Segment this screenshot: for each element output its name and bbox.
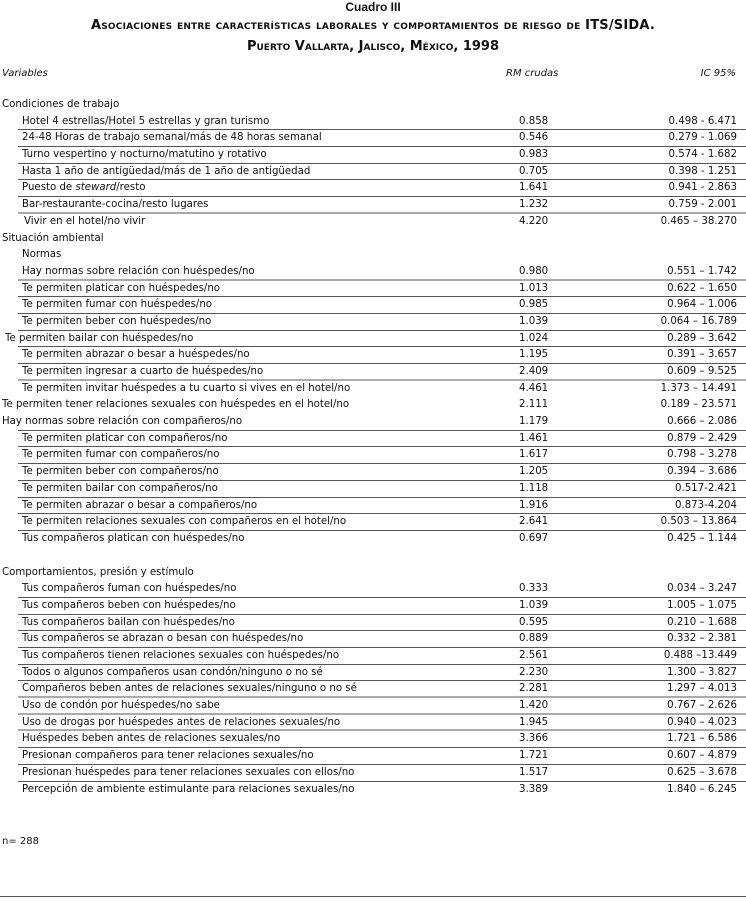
row-label: Te permiten bailar con huéspedes/no bbox=[5, 332, 194, 344]
rm-value: 2.561 bbox=[519, 650, 549, 661]
rm-value: 1.179 bbox=[519, 416, 549, 428]
row-label: Te permiten fumar con compañeros/no bbox=[22, 449, 220, 461]
row-label: Percepción de ambiente estimulante para relaciones sexuales/no bbox=[22, 783, 355, 795]
table-row bbox=[0, 114, 746, 131]
italic-term: steward bbox=[75, 182, 117, 194]
rm-value: 1.024 bbox=[519, 332, 549, 344]
table-number: Cuadro III bbox=[345, 0, 401, 14]
ci-value: 0.879 – 2.429 bbox=[667, 432, 737, 444]
table-row bbox=[0, 397, 746, 414]
table-row bbox=[0, 565, 746, 582]
rm-value: 1.420 bbox=[519, 700, 549, 712]
ci-value: 1.840 – 6.245 bbox=[667, 783, 737, 795]
row-label: Huéspedes beben antes de relaciones sexuales/no bbox=[22, 733, 281, 745]
rm-value: 1.641 bbox=[519, 182, 549, 194]
rm-value: 1.945 bbox=[519, 716, 549, 728]
rm-value: 0.983 bbox=[519, 149, 549, 161]
row-label: Hay normas sobre relación con huéspedes/no bbox=[22, 265, 255, 277]
ci-value: 0.279 - 1.069 bbox=[668, 132, 737, 144]
row-group-2 bbox=[0, 565, 746, 799]
table-row bbox=[0, 498, 746, 515]
ci-value: 0.064 – 16.789 bbox=[660, 315, 737, 327]
row-label: Tus compañeros tienen relaciones sexuales con huéspedes/no bbox=[22, 650, 340, 661]
ci-value: 0.210 – 1.688 bbox=[667, 616, 737, 628]
table-row bbox=[0, 748, 746, 765]
ci-value: 0.425 – 1.144 bbox=[667, 532, 737, 544]
table-row bbox=[0, 514, 746, 531]
table-row bbox=[0, 347, 746, 364]
table-subtitle: Puerto Vallarta, Jalisco, México, 1998 bbox=[246, 39, 500, 54]
table-row bbox=[0, 615, 746, 632]
row-label: Te permiten abrazar o besar a huéspedes/no bbox=[22, 349, 250, 361]
rm-value: 0.705 bbox=[519, 165, 549, 177]
row-label: Todos o algunos compañeros usan condón/ninguno o no sé bbox=[22, 666, 323, 678]
table-row bbox=[0, 231, 746, 248]
ci-value: 0.289 – 3.642 bbox=[667, 332, 737, 344]
ci-value: 0.503 – 13.864 bbox=[660, 516, 737, 528]
ci-value: 1.300 – 3.827 bbox=[667, 666, 737, 678]
row-label: Te permiten platicar con huéspedes/no bbox=[22, 282, 221, 294]
row-label: Tus compañeros se abrazan o besan con huéspedes/no bbox=[22, 633, 304, 645]
ci-value: 0.940 – 4.023 bbox=[667, 716, 737, 728]
table-row bbox=[0, 97, 746, 114]
table-row bbox=[0, 481, 746, 498]
ci-value: 0.398 - 1.251 bbox=[668, 165, 737, 177]
rm-value: 2.281 bbox=[519, 683, 549, 695]
row-label: Te permiten bailar con compañeros/no bbox=[22, 482, 218, 494]
column-header-ic: IC 95% bbox=[700, 68, 736, 79]
row-label: Tus compañeros beben con huéspedes/no bbox=[22, 599, 236, 611]
table-row bbox=[0, 314, 746, 331]
row-label: Condiciones de trabajo bbox=[2, 99, 120, 110]
rm-value: 2.409 bbox=[519, 366, 549, 377]
table-row bbox=[0, 247, 746, 264]
row-group-1 bbox=[0, 97, 746, 548]
rm-value: 1.721 bbox=[519, 750, 549, 762]
ci-value: 0.551 – 1.742 bbox=[667, 265, 737, 277]
table-row bbox=[0, 698, 746, 715]
ci-value: 1.721 – 6.586 bbox=[667, 733, 737, 745]
row-label: Presionan compañeros para tener relaciones sexuales/no bbox=[22, 750, 314, 762]
row-label: Te permiten beber con compañeros/no bbox=[22, 466, 219, 478]
table-row bbox=[0, 281, 746, 298]
row-label: Te permiten invitar huéspedes a tu cuarto si vives en el hotel/no bbox=[22, 382, 351, 394]
rm-value: 0.858 bbox=[519, 115, 549, 127]
rm-value: 2.641 bbox=[519, 516, 549, 528]
ci-value: 0.517-2.421 bbox=[674, 482, 737, 494]
row-label: Hasta 1 año de antigüedad/más de 1 año de antigüedad bbox=[22, 165, 311, 177]
table-row bbox=[0, 681, 746, 698]
row-label: Turno vespertino y nocturno/matutino y rotativo bbox=[22, 149, 267, 161]
table-row bbox=[0, 381, 746, 398]
row-label: Vivir en el hotel/no vivir bbox=[24, 215, 146, 227]
table-row bbox=[0, 782, 746, 799]
row-label: 24-48 Horas de trabajo semanal/más de 48 horas semanal bbox=[22, 132, 322, 144]
table-row bbox=[0, 431, 746, 448]
ci-value: 0.622 – 1.650 bbox=[667, 282, 737, 294]
rm-value: 0.980 bbox=[519, 265, 549, 277]
ci-value: 0.394 – 3.686 bbox=[667, 466, 737, 478]
row-label: Comportamientos, presión y estímulo bbox=[2, 566, 194, 578]
ci-value: 0.666 – 2.086 bbox=[667, 416, 737, 428]
ci-value: 0.607 – 4.879 bbox=[667, 750, 737, 762]
ci-value: 0.767 – 2.626 bbox=[667, 700, 737, 712]
table-row bbox=[0, 214, 746, 231]
rm-value: 1.517 bbox=[519, 766, 549, 778]
row-label: Hotel 4 estrellas/Hotel 5 estrellas y gran turismo bbox=[22, 115, 270, 127]
table-row bbox=[0, 164, 746, 181]
row-label: Te permiten ingresar a cuarto de huéspedes/no bbox=[22, 366, 264, 377]
table-row bbox=[0, 464, 746, 481]
table-row bbox=[0, 264, 746, 281]
rm-value: 0.546 bbox=[519, 132, 549, 144]
rm-value: 0.595 bbox=[519, 616, 549, 628]
table-body bbox=[0, 97, 746, 798]
ci-value: 1.005 – 1.075 bbox=[667, 599, 737, 611]
table-row bbox=[0, 147, 746, 164]
row-label: Tus compañeros bailan con huéspedes/no bbox=[22, 616, 235, 628]
table-row bbox=[0, 665, 746, 682]
row-label: Situación ambiental bbox=[2, 232, 104, 244]
rm-value: 0.697 bbox=[519, 532, 549, 544]
row-label: Bar-restaurante-cocina/resto lugares bbox=[22, 199, 209, 211]
row-label: Te permiten beber con huéspedes/no bbox=[22, 315, 212, 327]
row-label: Puesto de steward/resto bbox=[22, 182, 146, 194]
rm-value: 1.118 bbox=[519, 482, 549, 494]
table-row bbox=[0, 447, 746, 464]
rm-value: 3.366 bbox=[519, 733, 549, 745]
rm-value: 1.617 bbox=[519, 449, 549, 461]
sample-size-note: n= 288 bbox=[2, 836, 39, 847]
table-row bbox=[0, 197, 746, 214]
ci-value: 0.488 –13.449 bbox=[663, 650, 737, 661]
rm-value: 1.205 bbox=[519, 466, 549, 478]
table-row bbox=[0, 130, 746, 147]
table-row bbox=[0, 648, 746, 665]
table-row bbox=[0, 331, 746, 348]
ci-value: 0.609 – 9.525 bbox=[667, 366, 737, 377]
group-spacer bbox=[0, 548, 746, 565]
rm-value: 0.985 bbox=[519, 299, 549, 311]
ci-value: 0.574 - 1.682 bbox=[668, 149, 737, 161]
rm-value: 1.039 bbox=[519, 315, 549, 327]
rm-value: 0.889 bbox=[519, 633, 549, 645]
rm-value: 3.389 bbox=[519, 783, 549, 795]
ci-value: 0.964 – 1.006 bbox=[667, 299, 737, 311]
ci-value: 0.465 – 38.270 bbox=[660, 215, 737, 227]
ci-value: 1.373 – 14.491 bbox=[660, 382, 737, 394]
row-label: Te permiten tener relaciones sexuales con huéspedes en el hotel/no bbox=[2, 399, 350, 411]
ci-value: 0.798 – 3.278 bbox=[667, 449, 737, 461]
table-row bbox=[0, 598, 746, 615]
rm-value: 2.230 bbox=[519, 666, 549, 678]
rm-value: 4.461 bbox=[519, 382, 549, 394]
table-title: Asociaciones entre características laborales y comportamientos de riesgo de ITS/SIDA. bbox=[90, 18, 656, 33]
ci-value: 0.189 – 23.571 bbox=[660, 399, 737, 411]
row-label: Te permiten fumar con huéspedes/no bbox=[22, 299, 213, 311]
rm-value: 1.232 bbox=[519, 199, 549, 211]
row-label: Compañeros beben antes de relaciones sexuales/ninguno o no sé bbox=[22, 683, 357, 695]
ci-value: 0.759 - 2.001 bbox=[668, 199, 737, 211]
ci-value: 0.873-4.204 bbox=[674, 499, 737, 511]
bottom-rule bbox=[0, 896, 746, 897]
rm-value: 1.039 bbox=[519, 599, 549, 611]
row-label: Te permiten relaciones sexuales con compañeros en el hotel/no bbox=[22, 516, 347, 528]
table-row bbox=[0, 715, 746, 732]
rm-value: 1.461 bbox=[519, 432, 549, 444]
ci-value: 0.034 – 3.247 bbox=[667, 583, 737, 595]
table-row bbox=[0, 631, 746, 648]
row-label: Te permiten platicar con compañeros/no bbox=[22, 432, 228, 444]
table-row bbox=[0, 731, 746, 748]
rm-value: 4.220 bbox=[519, 215, 549, 227]
table-row bbox=[0, 180, 746, 197]
table-row bbox=[0, 414, 746, 431]
row-label: Tus compañeros platican con huéspedes/no bbox=[22, 532, 245, 544]
row-label: Hay normas sobre relación con compañeros/no bbox=[2, 416, 243, 428]
ci-value: 0.332 – 2.381 bbox=[667, 633, 737, 645]
table-row bbox=[0, 364, 746, 381]
ci-value: 1.297 – 4.013 bbox=[667, 683, 737, 695]
ci-value: 0.941 - 2.863 bbox=[668, 182, 737, 194]
rm-value: 2.111 bbox=[519, 399, 549, 411]
column-header-rm: RM crudas bbox=[506, 68, 559, 79]
ci-value: 0.625 – 3.678 bbox=[667, 766, 737, 778]
row-label: Presionan huéspedes para tener relaciones sexuales con ellos/no bbox=[22, 766, 355, 778]
rm-value: 1.013 bbox=[519, 282, 549, 294]
column-header-variables: Variables bbox=[2, 68, 48, 79]
row-label: Uso de drogas por huéspedes antes de relaciones sexuales/no bbox=[22, 716, 341, 728]
ci-value: 0.498 - 6.471 bbox=[668, 115, 737, 127]
table-row bbox=[0, 581, 746, 598]
table-row bbox=[0, 297, 746, 314]
table-row bbox=[0, 531, 746, 548]
row-label: Uso de condón por huéspedes/no sabe bbox=[22, 700, 220, 712]
table-row bbox=[0, 765, 746, 782]
row-label: Te permiten abrazar o besar a compañeros/no bbox=[22, 499, 258, 511]
ci-value: 0.391 – 3.657 bbox=[667, 349, 737, 361]
rm-value: 1.916 bbox=[519, 499, 549, 511]
rm-value: 0.333 bbox=[519, 583, 549, 595]
rm-value: 1.195 bbox=[519, 349, 549, 361]
row-label: Tus compañeros fuman con huéspedes/no bbox=[22, 583, 237, 595]
row-label: Normas bbox=[22, 249, 62, 261]
